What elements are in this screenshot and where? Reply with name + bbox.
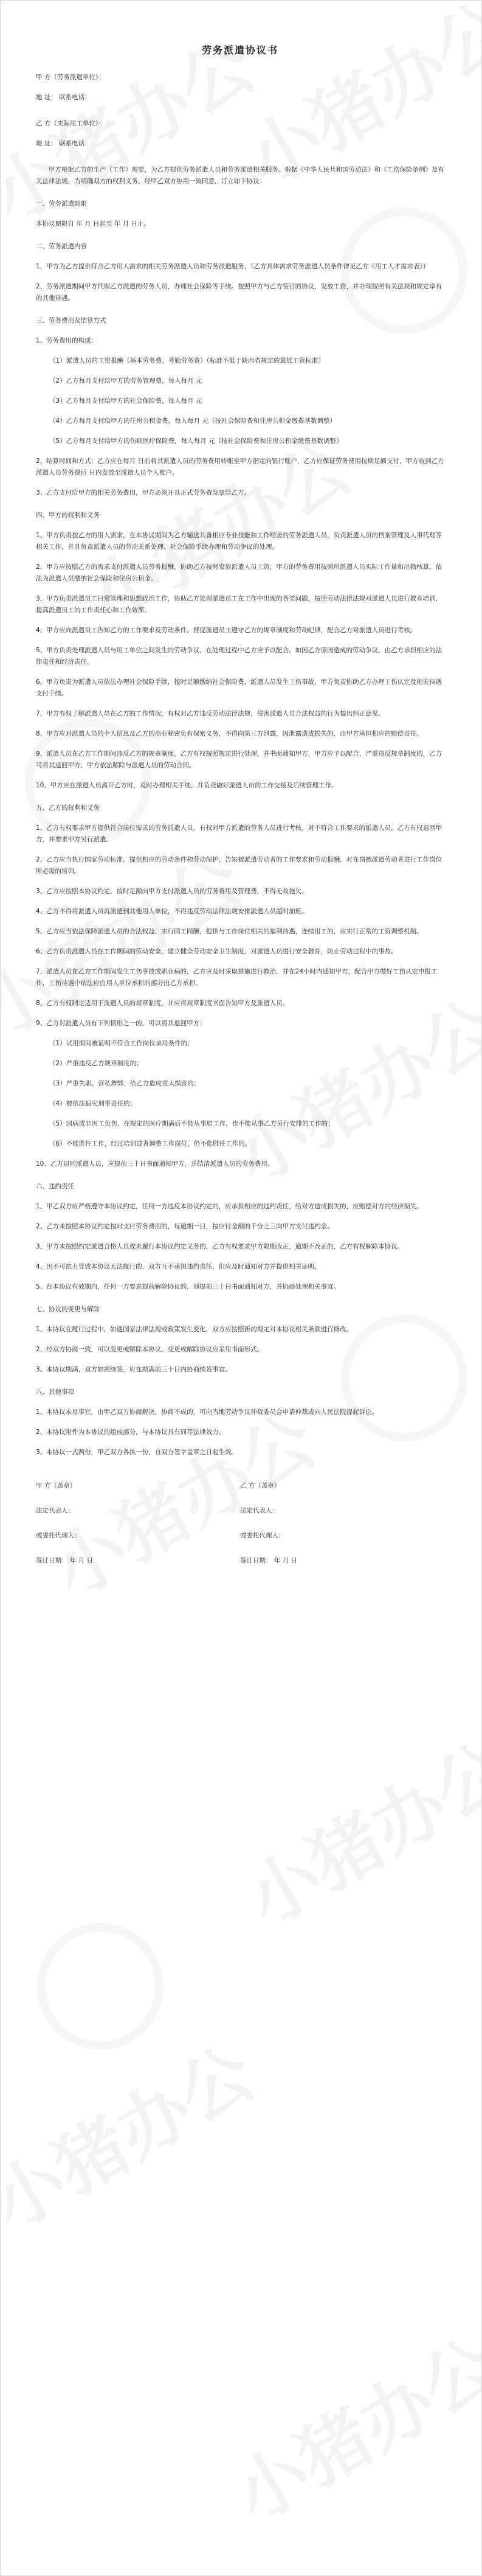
clause: 2、乙方未按照本协议约定按时支付劳务费用的，每逾期一日，按应付金额的千分之三向甲方支付违约金。	[36, 1223, 334, 1230]
sub-clause: （1）派遣人员的工资报酬（基本劳务费、考勤劳务费）（标准不低于陕西省规定的最低工资标准）	[49, 357, 325, 364]
sub-clause: （4）被依法追究刑事责任的；	[49, 1100, 137, 1107]
watermark-text	[225, 1712, 482, 1945]
party-b-line: 乙 方（实际用工单位）：	[36, 120, 105, 127]
watermark-logo-ring	[37, 1923, 164, 2050]
party-b-representative: 法定代表人：	[240, 1507, 278, 1514]
clause: 9、乙方对派遣人员有下列情形之一的，可以将其退回甲方：	[36, 1020, 206, 1027]
clause: 2、甲方应按照乙方的需求支付派遣人员劳务报酬，协助乙方按时发放派遣人员工资，甲方的劳务费用按照所派遣人员实际工作量和出勤核算，依法为派遣人员缴纳社会保险和住房公积金。	[36, 563, 442, 582]
section-heading: 八、其他事项	[36, 1388, 74, 1396]
section-heading: 六、违约责任	[36, 1183, 74, 1190]
clause: 1、乙方有权要求甲方提供符合岗位需求的劳务派遣人员，有权对甲方派遣的劳务人员进行考核，对不符合工作要求的派遣人员，乙方有权退回甲方，并要求甲方另行派遣。	[36, 824, 442, 843]
clause: 2、本协议附件为本协议的组成部分，与本协议具有同等法律效力。	[36, 1429, 226, 1436]
sub-clause: （1）试用期间被证明不符合工作岗位录用条件的；	[49, 1040, 194, 1047]
party-block	[36, 72, 444, 150]
clause: 8、甲方应对派遣人员的个人信息及乙方的商业秘密负有保密义务，不得向第三方泄露，因泄露造成损失的，由甲方承担相应的赔偿责任。	[36, 730, 423, 737]
clause: 2、劳务派遣期间甲方代理乙方派遣的劳务人员，办理社会保险等手续。按照甲方与乙方签订的协议，发放工资，并办理按照有关法规和规定享有的其他待遇。	[36, 283, 442, 302]
watermark-text	[213, 2308, 482, 2541]
section-heading: 七、协议的变更与解除	[36, 1306, 100, 1313]
signature-block	[36, 1480, 444, 1567]
clause: 8、乙方有权制定适用于派遣人员的规章制度，并应将规章制度书面告知甲方及派遣人员。	[36, 1000, 289, 1007]
clause: 2、经双方协商一致，可以变更或解除本协议，变更或解除协议应采用书面形式。	[36, 1346, 264, 1353]
clause: 5、在本协议有效期内，任何一方要求提前解除协议的，须提前三十日书面通知对方，并协商处理相关事宜。	[36, 1283, 340, 1290]
party-a-representative: 法定代表人：	[36, 1507, 74, 1514]
party-a-agent: 或委托代理人：	[36, 1532, 81, 1539]
sub-clause: （5）因病或非因工负伤，在规定的医疗期满后不能从事原工作，也不能从事乙方另行安排的工作的；	[49, 1120, 334, 1127]
clause: 4、甲方应向派遣员工告知乙方的工作要求及劳动条件，督促派遣员工遵守乙方的规章制度和劳动纪律，配合乙方对派遣人员进行考核。	[36, 627, 417, 634]
party-a-seal-label: 甲 方（盖章）	[36, 1482, 77, 1489]
clause: 10、甲方应在派遣人员离开乙方时，及时办理相关手续，并负责做好派遣人员的工作交接及后续管理工作。	[36, 782, 338, 789]
clause: 6、甲方负责为派遣人员依法办理社会保险手续，按时足额缴纳社会保险费，派遣人员发生工伤事故，甲方负责协助乙方办理工伤认定及相关待遇支付手续。	[36, 678, 442, 697]
clause: 1、本协议在履行过程中，如遇国家法律法规或政策发生变化，双方应按照新的规定对本协议相关条款进行修改。	[36, 1326, 353, 1333]
sub-clause: （2）严重违反乙方规章制度的；	[49, 1060, 143, 1067]
clause: 2、结算时间和方式：乙方应在每月 日前将其派遣人员的劳务费用转账至甲方指定的银行账户，乙方应保证劳务费用按期足额支付，甲方收到乙方派遣人员劳务费后 日内发放至派遣人员个人账户。	[36, 458, 444, 476]
clause: 4、乙方不得将派遣人员再派遣到其他用人单位，不得违反劳动法律法规安排派遣人员超时加班。	[36, 908, 308, 915]
clause: 6、乙方负责派遣人员在工作期间的劳动安全，建立健全劳动安全卫生制度，对派遣人员进行安全教育，防止劳动过程中的事故。	[36, 948, 398, 955]
clause: 3、甲方负责派遣员工日常管理和思想政治工作，协助乙方处理派遣员工在工作中出现的各类问题，按照劳动法律法规对派遣人员进行教育培训，提高派遣员工的工作责任心和工作效率。	[36, 595, 442, 614]
clause: 5、甲方负责处理派遣人员与用工单位之间发生的劳动争议，在处理过程中乙方应予以配合，如因乙方原因造成的劳动争议，由乙方承担相应的法律责任和经济责任。	[36, 647, 442, 666]
preamble: 甲方根据乙方的生产（工作）需要，为乙方提供劳务派遣人员和劳务派遣相关服务。根据《中华人民共和国劳动法》和《工伤保险条例》及有关法律法规，为明确双方的权利义务，经甲乙双方协商一致同意，订立如下协议：	[36, 166, 444, 185]
watermark-text	[0, 2016, 270, 2249]
clause: 2、乙方应当执行国家劳动标准，提供相应的劳动条件和劳动保护，告知被派遣劳动者的工作要求和劳动报酬，对在岗被派遣劳动者进行工作岗位所必需的培训。	[36, 856, 442, 875]
clause: 10、乙方退回派遣人员，应提前三十日书面通知甲方，并结清派遣人员的劳务费用。	[36, 1160, 274, 1168]
section-heading: 四、甲方的权利和义务	[36, 512, 100, 519]
clause: 3、本协议一式两份，甲乙双方各执一份，自双方签字盖章之日起生效。	[36, 1449, 238, 1456]
clause: 7、派遣人员在乙方工作期间发生工伤事故或职业病的，乙方应及时采取措施进行救治，并在24小时内通知甲方，配合甲方做好工伤认定申报工作，工伤待遇中依法应由用人单位承担的部分由乙方承担。	[36, 968, 438, 987]
party-b-sign-date: 签订日期： 年 月 日	[240, 1557, 298, 1564]
section-heading: 三、劳务费用及结算方式	[36, 317, 106, 324]
sub-clause: （5）乙方每月支付给甲方的伤病医疗保险费，每人每月 元（按社会保险费和住房公积金缴费基数调整）	[49, 437, 343, 445]
clause: 5、乙方应当依法保障派遣人员的合法权益，实行同工同酬，提供与工作岗位相关的福利待遇，连续用工的，应实行正常的工资调整机制。	[36, 928, 423, 935]
clause: 1、甲乙双方应严格遵守本协议约定，任何一方违反本协议约定的，应承担相应的违约责任，给对方造成损失的，应赔偿对方的经济损失。	[36, 1203, 423, 1210]
clause: 3、乙方应按照本协议约定，按时足额向甲方支付派遣人员的劳务费用及管理费，不得无故拖欠。	[36, 888, 308, 895]
clause: 3、甲方未按照约定派遣合格人员或未履行本协议约定义务的，乙方有权要求甲方限期改正，逾期不改正的，乙方有权解除本协议。	[36, 1243, 404, 1250]
sub-clause: （6）不能胜任工作，经过培训或者调整工作岗位，仍不能胜任工作的。	[49, 1140, 252, 1147]
clause: 1、甲方负责按乙方的用人需求，在本协议期间为乙方输送具备相应专业技能和工作经验的劳务派遣人员，负责派遣人员的档案管理及人事代理等相关工作，并且负责派遣人员的劳动关系处理、社会保险手续办理和劳动争议的处理。	[36, 532, 442, 551]
party-b-address: 地 址： 联系电话：	[36, 140, 91, 147]
document-body	[36, 44, 444, 1580]
sub-clause: （3）乙方每月支付给甲方的社会保险费，每人每月 元	[49, 397, 202, 405]
party-a-sign-date: 签订日期： 年 月 日	[36, 1557, 94, 1564]
party-b-agent: 或委托代理人：	[240, 1532, 285, 1539]
party-a-line: 甲 方（劳务派遣单位）：	[36, 74, 105, 81]
section-text: 本协议期限自 年 月 日起至 年 月 日止。	[36, 220, 151, 228]
section-heading: 一、劳务派遣期限	[36, 200, 87, 207]
clause: 3、乙方支付给甲方的相关劳务费用，甲方必须开具正式劳务费发票给乙方。	[36, 489, 251, 496]
clause: 1、甲方为乙方提供符合乙方用人需求的相关劳务派遣人员和劳务派遣服务，（乙方具体需求劳务派遣人员条件详见乙方《用工人才需求表》）	[36, 263, 430, 270]
clause: 9、派遣人员在乙方工作期间违反乙方的规章制度，乙方有权按照规定进行处理，并书面通知甲方，甲方应予以配合，严重违反规章制度的，乙方可将其退回甲方，甲方依法解除与派遣人员的劳动合同。	[36, 750, 442, 769]
clause: 1、本协议未尽事宜，由甲乙双方协商解决，协商不成的，可向当地劳动争议仲裁委员会申请仲裁或向人民法院提起诉讼。	[36, 1408, 379, 1416]
sub-clause: （4）乙方每月支付给甲方的住房公积金费，每人每月 元（按社会保险费和住房公积金缴费基数调整）	[49, 417, 337, 425]
document-title: 劳务派遣协议书	[201, 44, 278, 56]
section-heading: 二、劳务派遣内容	[36, 243, 87, 250]
clause: 3、本协议期满，双方如需续签，应在期满前三十日内协商续签事宜。	[36, 1366, 232, 1373]
clause: 7、甲方有权了解派遣人员在乙方的工作情况，有权对乙方违反劳动法律法规、侵害派遣人员合法权益的行为提出纠正意见。	[36, 710, 385, 717]
party-a-address: 地 址： 联系电话：	[36, 94, 91, 101]
section-heading: 五、乙方的权利和义务	[36, 804, 100, 812]
party-b-seal-label: 乙 方（盖章）	[240, 1482, 281, 1489]
clause: 4、因不可抗力导致本协议无法履行的，双方互不承担违约责任，但应及时通知对方并提供相关证明。	[36, 1263, 321, 1270]
sub-clause: （3）严重失职、营私舞弊，给乙方造成重大损害的；	[49, 1080, 201, 1087]
sub-clause: （2）乙方每月支付给甲方的劳务管理费，每人每月 元	[49, 377, 202, 385]
clause: 1、劳务费用的构成：	[36, 337, 98, 344]
